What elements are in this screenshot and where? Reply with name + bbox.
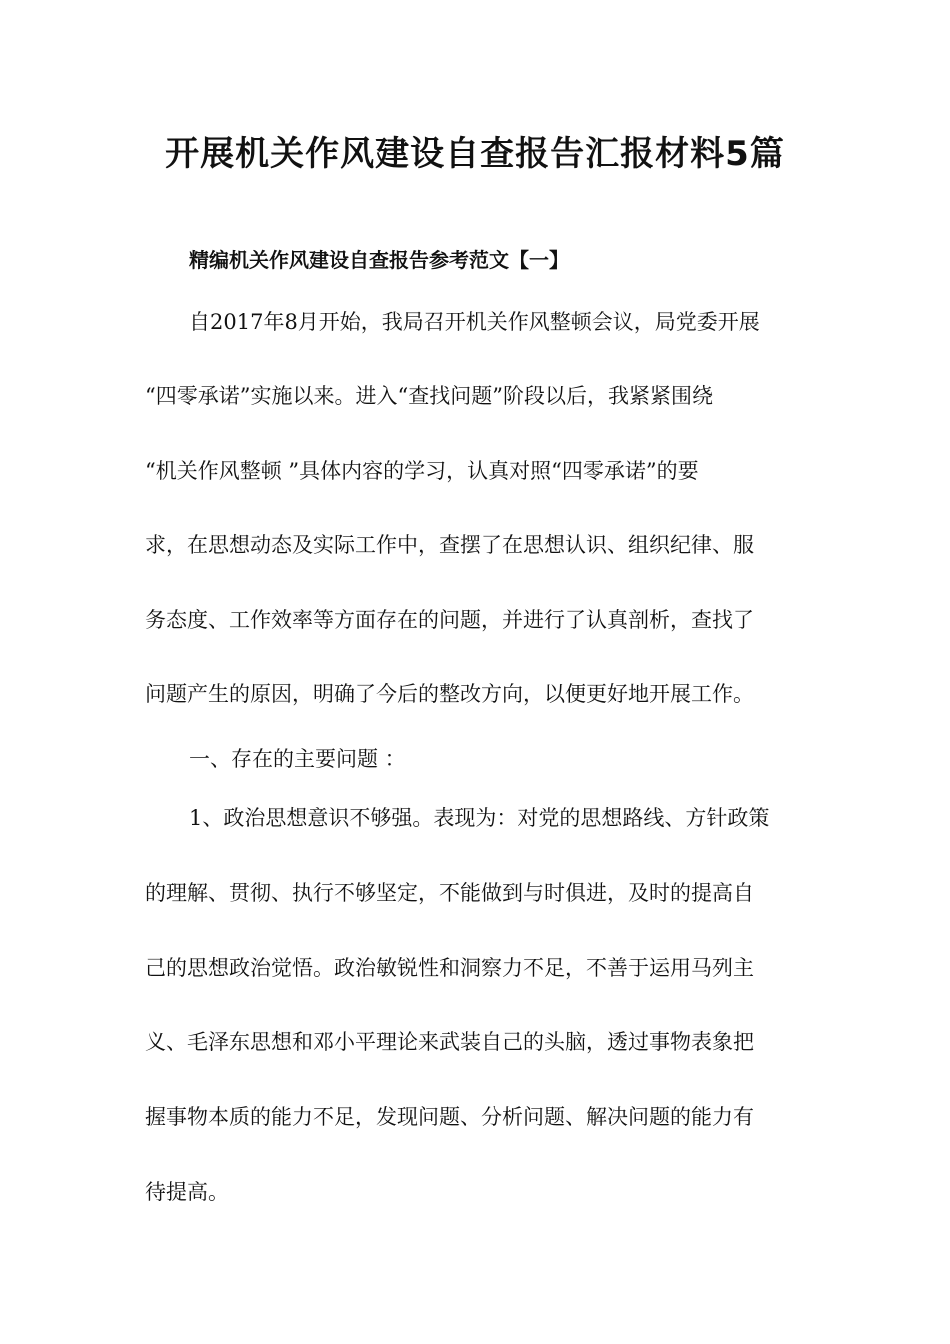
paragraph-line: 自2017年8月开始，我局召开机关作风整顿会议，局党委开展	[189, 310, 760, 334]
section-subheading: 一、存在的主要问题 ：	[189, 747, 406, 771]
document-title: 开展机关作风建设自查报告汇报材料5篇	[165, 134, 785, 174]
paragraph-line: 1、政治思想意识不够强。表现为：对党的思想路线、方针政策	[189, 806, 770, 830]
section-heading: 精编机关作风建设自查报告参考范文【一】	[189, 248, 569, 272]
paragraph-line: “机关作风整顿 ”具体内容的学习，认真对照“四零承诺”的要	[145, 459, 699, 483]
paragraph-line: “四零承诺”实施以来。进入“查找问题”阶段以后，我紧紧围绕	[145, 384, 713, 408]
paragraph-line: 义、毛泽东思想和邓小平理论来武装自己的头脑，透过事物表象把	[145, 1030, 754, 1054]
paragraph-line: 握事物本质的能力不足，发现问题、分析问题、解决问题的能力有	[145, 1105, 754, 1129]
paragraph-line: 待提高。	[145, 1180, 229, 1204]
paragraph-line: 问题产生的原因，明确了今后的整改方向，以便更好地开展工作。	[145, 682, 754, 706]
paragraph-line: 求，在思想动态及实际工作中，查摆了在思想认识、组织纪律、服	[145, 533, 754, 557]
paragraph-line: 的理解、贯彻、执行不够坚定，不能做到与时俱进，及时的提高自	[145, 881, 754, 905]
paragraph-line: 己的思想政治觉悟。政治敏锐性和洞察力不足，不善于运用马列主	[145, 956, 754, 980]
paragraph-line: 务态度、工作效率等方面存在的问题，并进行了认真剖析，查找了	[145, 608, 754, 632]
